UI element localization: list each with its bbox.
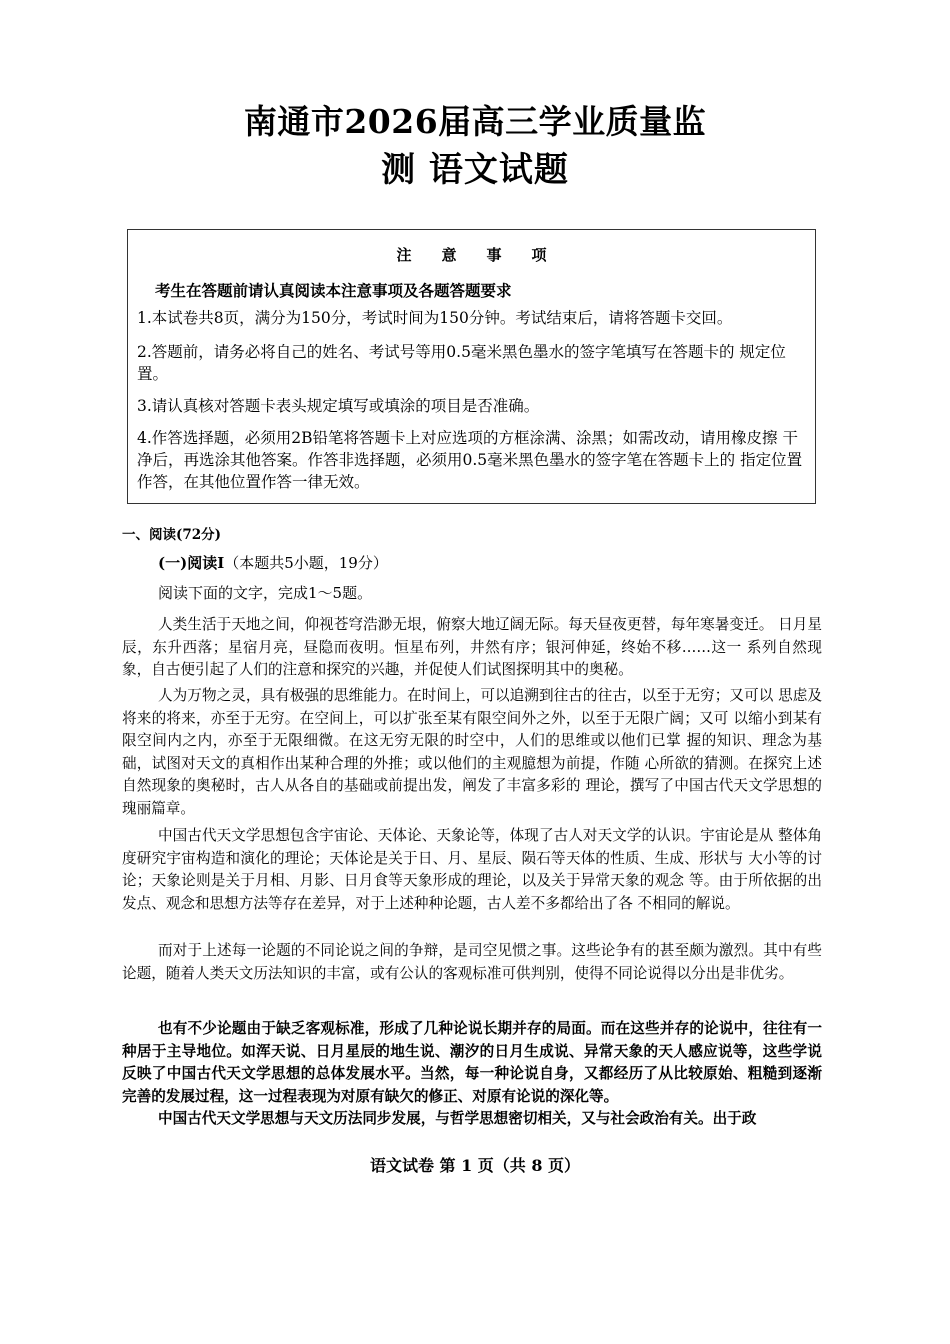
- notice-item: 4.作答选择题，必须用2B铅笔将答题卡上对应选项的方框涂满、涂黑；如需改动，请用橡皮擦 干净后，再选涂其他答案。作答非选择题，必须用0.5毫米黑色墨水的签字笔在答题卡上的 指定位置作答，在其他位置作答一律无效。: [137, 429, 803, 491]
- exam-title-line-2: 测 语文试题: [381, 150, 569, 190]
- notice-item: 3.请认真核对答题卡表头规定填写或填涂的项目是否准确。: [137, 397, 540, 415]
- passage-paragraph: 中国古代天文学思想包含宇宙论、天体论、天象论等，体现了古人对天文学的认识。宇宙论是从 整体角度研究宇宙构造和演化的理论；天体论是关于日、月、星辰、陨石等天体的性质、生成、形状与 大小等的讨论；天象论则是关于月相、月影、日月食等天象形成的理论，以及关于异常天象的观念 等。由于所依据的出发点、观念和思想方法等存在差异，对于上述种种论题，古人差不多都给出了各 不相同的解说。: [122, 827, 822, 912]
- notice-box: [127, 229, 816, 504]
- exam-title-line-1: 南通市2026届高三学业质量监: [243, 102, 707, 141]
- section-heading: 一、阅读(72分): [122, 527, 222, 543]
- notice-heading: 注意事项: [396, 246, 577, 264]
- notice-subtitle: 考生在答题前请认真阅读本注意事项及各题答题要求: [155, 281, 512, 300]
- passage-paragraph: 而对于上述每一论题的不同论说之间的争辩，是司空见惯之事。这些论争有的甚至颇为激烈。其中有些论题，随着人类天文历法知识的丰富，或有公认的客观标准可供判别，使得不同论说得以分出是非优劣。: [122, 942, 822, 982]
- passage-paragraph: 人类生活于天地之间，仰视苍穹浩渺无垠，俯察大地辽阔无际。每天昼夜更替，每年寒暑变迁。 日月星辰，东升西落；星宿月亮，昼隐而夜明。恒星布列，井然有序；银河伸延，终始不移……这一 系列自然现象，自古便引起了人们的注意和探究的兴趣，并促使人们试图探明其中的奥秘。: [122, 616, 822, 679]
- subsection-label: (一)阅读Ⅰ: [158, 554, 225, 572]
- reading-instruction: 阅读下面的文字，完成1～5题。: [158, 584, 373, 602]
- subsection-heading: [158, 552, 388, 573]
- passage-paragraph: 人为万物之灵，具有极强的思维能力。在时间上，可以追溯到往古的往古，以至于无穷；又可以 思虑及将来的将来，亦至于无穷。在空间上，可以扩张至某有限空间外之外，以至于无限广阔；又可 以缩小到某有限空间内之内，亦至于无限细微。在这无穷无限的时空中，人们的思维或以他们已掌 握的知识、理念为基础，试图对天文的真相作出某种合理的外推；或以他们的主观臆想为前提，作随 心所欲的猜测。在探究上述自然现象的奥秘时，古人从各自的基础或前提出发，阐发了丰富多彩的 理论，撰写了中国古代天文学思想的瑰丽篇章。: [122, 687, 822, 817]
- passage-paragraph: 中国古代天文学思想与天文历法同步发展，与哲学思想密切相关，又与社会政治有关。出于政: [158, 1110, 757, 1127]
- notice-item: 2.答题前，请务必将自己的姓名、考试号等用0.5毫米黑色墨水的签字笔填写在答题卡的 规定位置。: [137, 343, 786, 383]
- notice-item: 1.本试卷共8页，满分为150分，考试时间为150分钟。考试结束后，请将答题卡交回。: [137, 309, 733, 327]
- subsection-detail: （本题共5小题，19分）: [224, 554, 388, 572]
- passage-paragraph: 也有不少论题由于缺乏客观标准，形成了几种论说长期并存的局面。而在这些并存的论说中，往往有一种居于主导地位。如浑天说、日月星辰的地生说、潮汐的日月生成说、异常天象的天人感应说等，这些学说反映了中国古代天文学思想的总体发展水平。当然，每一种论说自身，又都经历了从比较原始、粗糙到逐渐完善的发展过程，这一过程表现为对原有缺欠的修正、对原有论说的深化等。: [122, 1020, 822, 1105]
- page-footer: 语文试卷 第 1 页（共 8 页）: [369, 1156, 581, 1175]
